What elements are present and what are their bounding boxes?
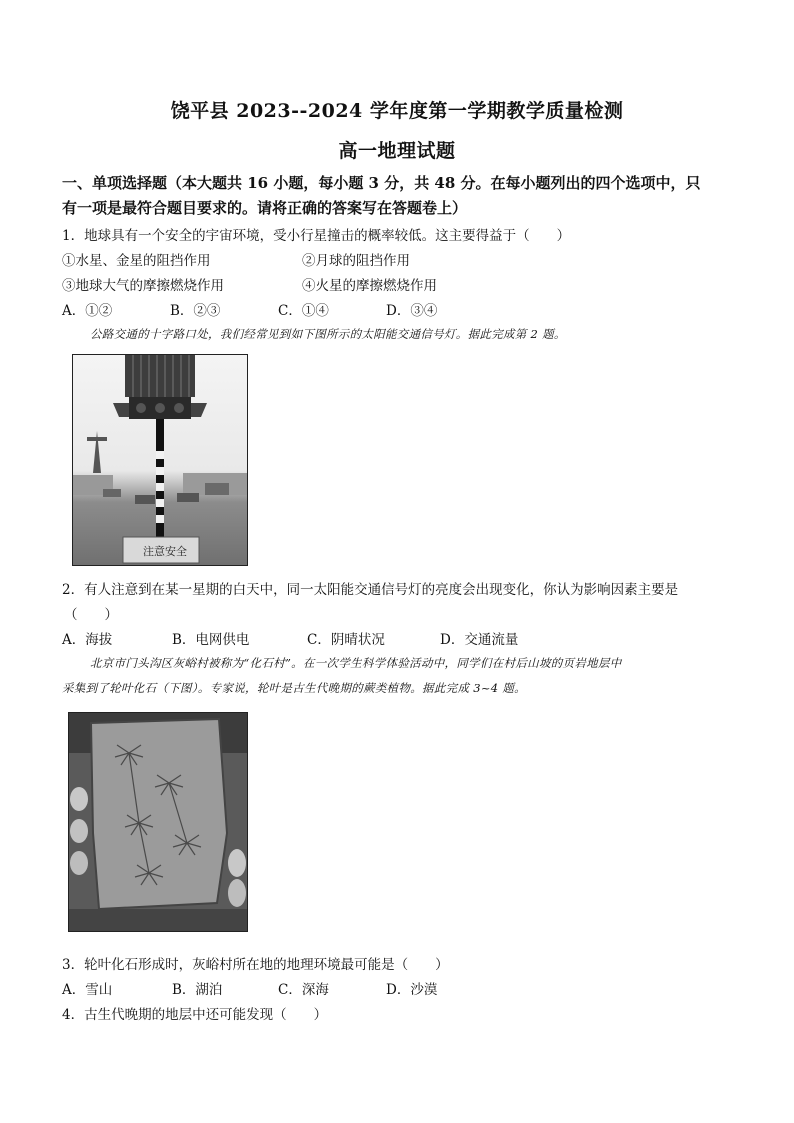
question-1-item-2: ②月球的阻挡作用	[302, 253, 410, 269]
fossil-illustration	[69, 713, 247, 931]
section-heading-line1: 一、单项选择题（本大题共 16 小题，每小题 3 分，共 48 分。在每小题列出的四个选项中，只	[62, 174, 701, 192]
question-2-stem-line2: （ ）	[64, 607, 118, 623]
traffic-sign-text: 注意安全	[143, 545, 187, 558]
question-4-stem: 4．古生代晚期的地层中还可能发现（ ）	[62, 1007, 328, 1023]
question-2-option-d: D．交通流量	[440, 632, 519, 648]
question-1-option-a: A．①②	[62, 303, 113, 319]
fossil-photo	[68, 712, 248, 932]
traffic-light-illustration	[73, 355, 247, 565]
solar-traffic-light-photo	[72, 354, 248, 566]
question-1-stem: 1．地球具有一个安全的宇宙环境，受小行星撞击的概率较低。这主要得益于（ ）	[62, 228, 571, 244]
question-3-4-intro-line2: 采集到了轮叶化石（下图）。专家说，轮叶是古生代晚期的蕨类植物。据此完成 3~4 题。	[62, 681, 526, 695]
question-2-stem-line1: 2．有人注意到在某一星期的白天中，同一太阳能交通信号灯的亮度会出现变化，你认为影响因素主要是	[62, 582, 679, 598]
question-2-option-a: A．海拔	[62, 632, 113, 648]
question-1-item-3: ③地球大气的摩擦燃烧作用	[62, 278, 224, 294]
question-2-option-b: B．电网供电	[172, 632, 250, 648]
question-2-intro: 公路交通的十字路口处，我们经常见到如下图所示的太阳能交通信号灯。据此完成第 2 题。	[90, 327, 566, 341]
question-3-stem: 3．轮叶化石形成时，灰峪村所在地的地理环境最可能是（ ）	[62, 957, 449, 973]
exam-title: 饶平县 2023--2024 学年度第一学期教学质量检测	[170, 100, 624, 122]
question-1-option-c: C．①④	[278, 303, 329, 319]
exam-subtitle: 高一地理试题	[338, 140, 456, 162]
question-3-option-a: A．雪山	[62, 982, 113, 998]
question-3-4-intro-line1: 北京市门头沟区灰峪村被称为“化石村”。在一次学生科学体验活动中，同学们在村后山坡的页岩地层中	[90, 656, 622, 670]
section-heading-line2: 有一项是最符合题目要求的。请将正确的答案写在答题卷上）	[62, 199, 468, 217]
question-1-item-1: ①水星、金星的阻挡作用	[62, 253, 211, 269]
question-3-option-b: B．湖泊	[172, 982, 223, 998]
question-2-option-c: C．阴晴状况	[307, 632, 385, 648]
question-1-option-b: B．②③	[170, 303, 221, 319]
question-1-option-d: D．③④	[386, 303, 438, 319]
question-3-option-c: C．深海	[278, 982, 329, 998]
question-1-item-4: ④火星的摩擦燃烧作用	[302, 278, 437, 294]
question-3-option-d: D．沙漠	[386, 982, 438, 998]
